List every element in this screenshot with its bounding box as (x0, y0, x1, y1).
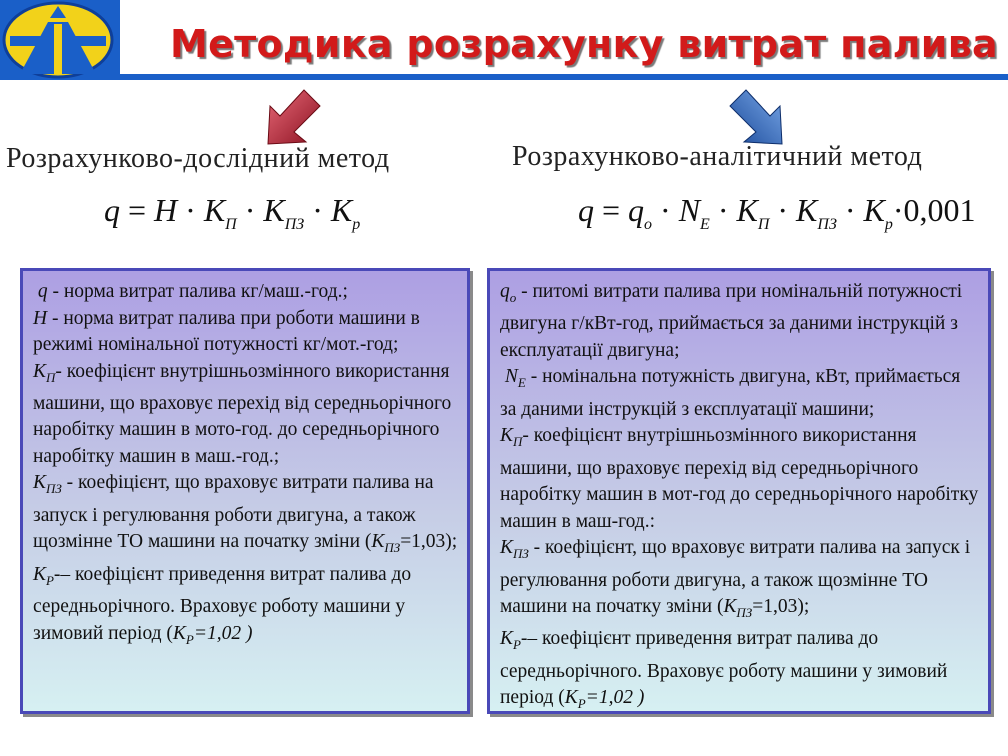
definition-item: q - норма витрат палива кг/маш.-год.; (37, 281, 348, 302)
definition-item: $К_П-$ коефіцієнт внутрішньозмінного використання машини, що враховує перехід від середньорічного наробітку машин в мото-год. до середньорічного наробітку машин в маш.-год.; (33, 360, 452, 467)
header-divider-horizontal (116, 74, 1008, 80)
definition-item: H - норма витрат палива при роботи машини в режимі номінальної потужності кг/мот.-год; (33, 307, 420, 355)
definition-item: $К_П-$ коефіцієнт внутрішньозмінного використання машини, що враховує перехід від середньорічного наробітку машин в мот-год до середньорічного наробітку машин в маш-год.: (500, 425, 979, 532)
left-definitions-panel (20, 268, 470, 714)
definition-item: $К_Р--$ коефіцієнт приведення витрат палива до середньорічного. Враховує роботу машини у зимовий період ($К_Р=1,02$ ) (33, 563, 412, 647)
left-method-title: Розрахунково-дослідний метод (6, 143, 390, 174)
page-title: Методика розрахунку витрат палива (170, 22, 998, 66)
road-logo-icon (0, 0, 116, 80)
definition-item: $К_Р--$ коефіцієнт приведення витрат палива до середньорічного. Враховує роботу машини у зимовий період ($К_Р=1,02$ ) (500, 628, 948, 712)
definition-item: $q_о$ - питомі витрати палива при номінальній потужності двигуна г/кВт-год, приймається за даними інструкцій з експлуатації двигуна; (500, 281, 963, 361)
arrow-down-left-icon (262, 86, 326, 150)
right-formula: $q = q_о \cdot N_Е \cdot K_П \cdot K_{ПЗ} \cdot K_р\cdot 0,001$ (578, 192, 976, 233)
header-divider-vertical (116, 0, 120, 80)
left-formula: $q = H \cdot K_П \cdot K_{ПЗ} \cdot K_р$ (104, 192, 361, 233)
definition-item: $N_Е$ - номінальна потужність двигуна, кВт, приймається за даними інструкцій з експлуатації машини; (500, 366, 961, 420)
definition-item: $К_{ПЗ}$ - коефіцієнт, що враховує витрати палива на запуск і регулювання роботи двигуна, а також щозмінне ТО машини на початку зміни $(К_{ПЗ}=1,03)$; (33, 472, 458, 556)
right-definitions-panel (487, 268, 991, 714)
right-method-title: Розрахунково-аналітичний метод (512, 141, 923, 172)
definition-item: $К_{ПЗ}$ - коефіцієнт, що враховує витрати палива на запуск і регулювання роботи двигуна, а також щозмінне ТО машини на початку зміни $(К_{ПЗ}=1,03)$; (500, 537, 971, 620)
